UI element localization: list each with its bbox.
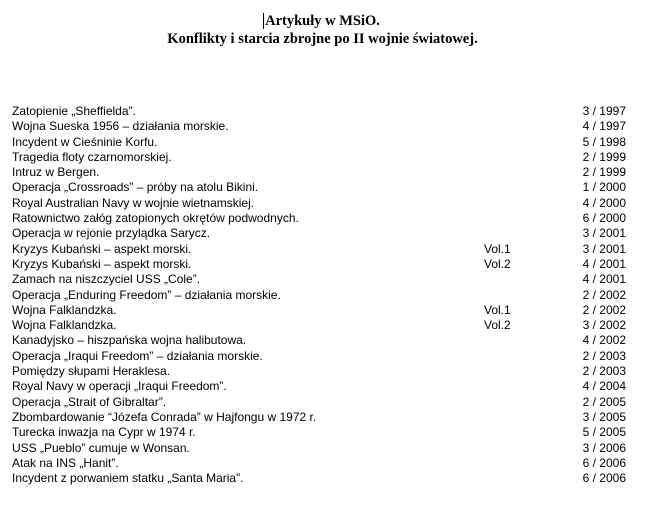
- article-issue: 5 / 1998: [582, 134, 626, 149]
- article-issue: 3 / 2001: [582, 241, 626, 256]
- article-title: Atak na INS „Hanit”.: [12, 455, 119, 470]
- text-cursor-icon: [263, 13, 264, 29]
- article-issue: 2 / 2005: [582, 394, 626, 409]
- article-row: [12, 425, 626, 440]
- article-title: Wojna Sueska 1956 – działania morskie.: [12, 119, 229, 134]
- article-issue: 3 / 1997: [582, 104, 626, 118]
- article-row: [12, 272, 626, 287]
- article-title: Kryzys Kubański – aspekt morski.: [12, 241, 192, 256]
- article-row: [12, 196, 626, 211]
- article-title: Zamach na niszczyciel USS „Cole”.: [12, 272, 201, 287]
- article-title: Pomiędzy słupami Heraklesa.: [12, 364, 171, 379]
- article-issue: 4 / 2000: [582, 195, 626, 210]
- article-title: Wojna Falklandzka.: [12, 302, 117, 317]
- document-header: [0, 12, 645, 48]
- article-row: [12, 150, 626, 165]
- article-issue: 2 / 2003: [582, 364, 626, 379]
- article-row: [12, 211, 626, 226]
- article-issue: 3 / 2005: [582, 409, 626, 424]
- article-title: Turecka inwazja na Cypr w 1974 r.: [12, 425, 196, 440]
- article-issue: 2 / 2002: [582, 302, 626, 317]
- article-issue: 4 / 2001: [582, 272, 626, 287]
- article-row: [12, 379, 626, 394]
- article-row: [12, 471, 626, 486]
- article-issue: 6 / 2006: [582, 455, 626, 470]
- article-volume: Vol.2: [484, 256, 511, 271]
- article-issue: 6 / 2000: [582, 211, 626, 226]
- article-title: Tragedia floty czarnomorskiej.: [12, 149, 172, 164]
- article-title: Royal Navy w operacji „Iraqui Freedom”.: [12, 379, 227, 394]
- article-title: Kanadyjsko – hiszpańska wojna halibutowa.: [12, 333, 247, 348]
- article-volume: Vol.1: [484, 302, 511, 317]
- article-row: [12, 135, 626, 150]
- article-row: [12, 303, 626, 318]
- article-title: Operacja w rejonie przylądka Sarycz.: [12, 226, 211, 241]
- article-row: [12, 441, 626, 456]
- article-row: [12, 226, 626, 241]
- article-row: [12, 364, 626, 379]
- article-issue: 5 / 2005: [582, 425, 626, 440]
- article-row: [12, 104, 626, 119]
- article-row: [12, 456, 626, 471]
- article-issue: 3 / 2002: [582, 318, 626, 333]
- article-title: Incydent w Cieśninie Korfu.: [12, 134, 158, 149]
- article-title: Zbombardowanie “Józefa Conrada” w Hajfongu w 1972 r.: [12, 409, 317, 424]
- article-row: [12, 333, 626, 348]
- article-row: [12, 119, 626, 134]
- article-row: [12, 349, 626, 364]
- article-row: [12, 180, 626, 195]
- article-issue: 2 / 1999: [582, 165, 626, 180]
- article-row: [12, 395, 626, 410]
- article-issue: 4 / 2001: [582, 256, 626, 271]
- article-issue: 1 / 2000: [582, 180, 626, 195]
- article-issue: 2 / 2002: [582, 287, 626, 302]
- document-title-text: Artykuły w MSiO.: [265, 13, 380, 29]
- article-title: Wojna Falklandzka.: [12, 318, 117, 333]
- article-list: [12, 104, 626, 486]
- article-title: Ratownictwo załóg zatopionych okrętów podwodnych.: [12, 211, 299, 226]
- article-title: Operacja „Enduring Freedom” – działania morskie.: [12, 287, 281, 302]
- article-issue: 2 / 2003: [582, 348, 626, 363]
- article-title: Intruz w Bergen.: [12, 165, 100, 180]
- article-title: Operacja „Strait of Gibraltar”.: [12, 394, 167, 409]
- article-issue: 4 / 2002: [582, 333, 626, 348]
- article-issue: 3 / 2006: [582, 440, 626, 455]
- article-title: Zatopienie „Sheffielda”.: [12, 104, 136, 118]
- article-title: Royal Australian Navy w wojnie wietnamskiej.: [12, 195, 255, 210]
- article-row: [12, 318, 626, 333]
- article-row: [12, 165, 626, 180]
- article-issue: 6 / 2006: [582, 471, 626, 486]
- article-row: [12, 242, 626, 257]
- article-row: [12, 257, 626, 272]
- article-issue: 4 / 1997: [582, 119, 626, 134]
- document-subtitle: Konflikty i starcia zbrojne po II wojnie światowej.: [167, 31, 478, 47]
- article-issue: 3 / 2001: [582, 226, 626, 241]
- article-row: [12, 410, 626, 425]
- article-volume: Vol.1: [484, 241, 511, 256]
- document-title[interactable]: [265, 12, 380, 30]
- article-title: Operacja „Crossroads” – próby na atolu Bikini.: [12, 180, 259, 195]
- article-title: Operacja „Iraqui Freedom” – działania morskie.: [12, 348, 263, 363]
- article-issue: 2 / 1999: [582, 149, 626, 164]
- article-title: Kryzys Kubański – aspekt morski.: [12, 256, 192, 271]
- article-row: [12, 288, 626, 303]
- article-issue: 4 / 2004: [582, 379, 626, 394]
- article-title: Incydent z porwaniem statku „Santa Maria”.: [12, 471, 244, 486]
- article-title: USS „Pueblo” cumuje w Wonsan.: [12, 440, 190, 455]
- article-volume: Vol.2: [484, 318, 511, 333]
